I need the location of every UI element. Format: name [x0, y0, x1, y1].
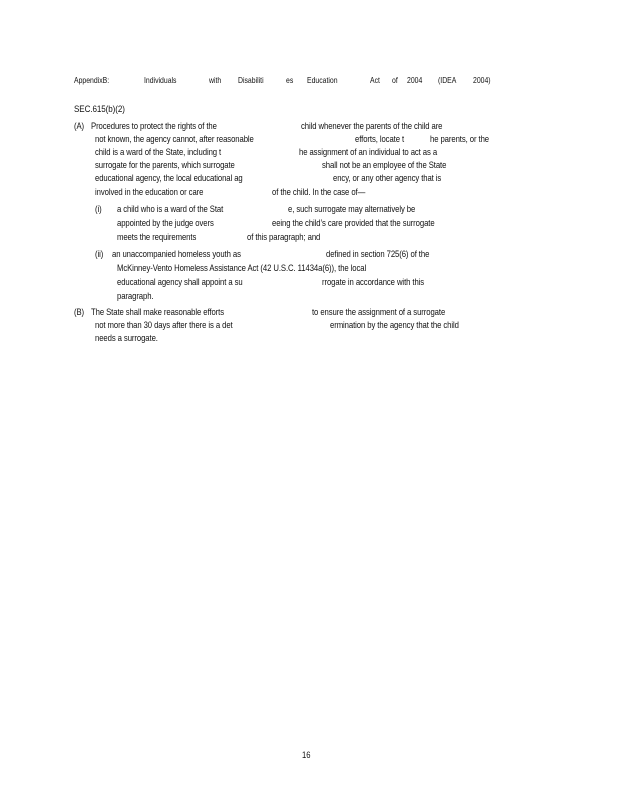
text-line: appointed by the judge overs	[117, 218, 214, 228]
clause-marker-i: (i)	[95, 204, 102, 214]
text-line: e, such surrogate may alternatively be	[288, 204, 416, 214]
text-line: meets the requirements	[117, 232, 197, 242]
text-line: defined in section 725(6) of the	[326, 249, 430, 259]
text-line: to ensure the assignment of a surrogate	[312, 307, 446, 317]
text-line: child is a ward of the State, including t	[95, 147, 222, 157]
text-line: educational agency shall appoint a su	[117, 277, 243, 287]
header-part: 2004	[407, 75, 423, 85]
text-line: not known, the agency cannot, after reasonable	[95, 134, 254, 144]
text-line: educational agency, the local educational ag	[95, 173, 243, 183]
text-line: of the child. In the case of—	[272, 187, 366, 197]
clause-marker-ii: (ii)	[95, 249, 104, 259]
text-line: a child who is a ward of the Stat	[117, 204, 224, 214]
clause-marker-b: (B)	[74, 307, 85, 317]
header-part: AppendixB:	[74, 75, 110, 85]
header-part: Disabiliti	[238, 75, 264, 85]
header-part: Act	[370, 75, 380, 85]
text-line: an unaccompanied homeless youth as	[112, 249, 241, 259]
page-number: 16	[302, 750, 311, 760]
text-line: eeing the child’s care provided that the surrogate	[272, 218, 435, 228]
text-line: he assignment of an individual to act as a	[299, 147, 438, 157]
header-part: with	[209, 75, 222, 85]
text-line: involved in the education or care	[95, 187, 204, 197]
text-line: paragraph.	[117, 291, 154, 301]
text-line: shall not be an employee of the State	[322, 160, 447, 170]
text-line: child whenever the parents of the child are	[301, 121, 443, 131]
header-part: es	[286, 75, 294, 85]
section-heading: SEC.615(b)(2)	[74, 104, 125, 115]
text-line: he parents, or the	[430, 134, 489, 144]
text-line: efforts, locate t	[355, 134, 405, 144]
text-line: Procedures to protect the rights of the	[91, 121, 217, 131]
header-part: Education	[307, 75, 338, 85]
text-line: rrogate in accordance with this	[322, 277, 425, 287]
header-part: Individuals	[144, 75, 177, 85]
text-line: of this paragraph; and	[247, 232, 321, 242]
text-line: needs a surrogate.	[95, 333, 158, 343]
text-line: ency, or any other agency that is	[333, 173, 442, 183]
header-part: (IDEA	[438, 75, 457, 85]
text-line: McKinney-Vento Homeless Assistance Act (42 U.S.C. 11434a(6)), the local	[117, 263, 367, 273]
header-part: of	[392, 75, 398, 85]
text-line: The State shall make reasonable efforts	[91, 307, 225, 317]
clause-marker-a: (A)	[74, 121, 85, 131]
header-part: 2004)	[473, 75, 491, 85]
text-line: surrogate for the parents, which surrogate	[95, 160, 235, 170]
text-line: ermination by the agency that the child	[330, 320, 459, 330]
text-line: not more than 30 days after there is a det	[95, 320, 233, 330]
